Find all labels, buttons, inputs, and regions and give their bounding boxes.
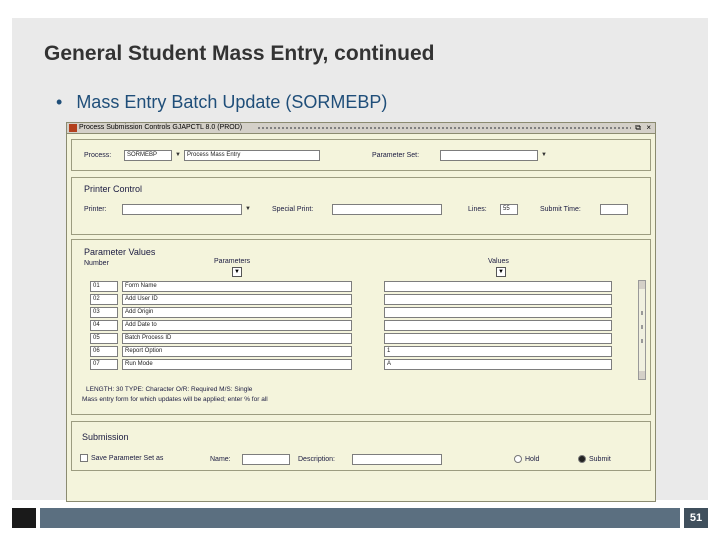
param-name-field[interactable]: Report Option: [122, 346, 352, 357]
param-number-field[interactable]: 02: [90, 294, 118, 305]
param-value-field[interactable]: [384, 281, 612, 292]
submit-time-field[interactable]: [600, 204, 628, 215]
process-name-field[interactable]: Process Mass Entry: [184, 150, 320, 161]
values-column-header: Values: [488, 258, 509, 265]
param-number-field[interactable]: 01: [90, 281, 118, 292]
submit-time-label: Submit Time:: [540, 206, 581, 213]
hold-radio[interactable]: [514, 455, 539, 463]
number-column-header: Number: [84, 260, 109, 267]
bullet-item: [56, 92, 387, 113]
scroll-down-icon[interactable]: [639, 371, 645, 379]
banner-form-window: [66, 122, 656, 502]
param-number-field[interactable]: 05: [90, 333, 118, 344]
param-name-field[interactable]: Add Origin: [122, 307, 352, 318]
scroll-tick: [641, 339, 643, 343]
slide-title: General Student Mass Entry, continued: [44, 42, 435, 65]
special-print-field[interactable]: [332, 204, 442, 215]
parameter-set-field[interactable]: [440, 150, 538, 161]
description-field[interactable]: [352, 454, 442, 465]
param-name-field[interactable]: Add Date to: [122, 320, 352, 331]
submission-block: [71, 421, 651, 471]
checkbox-box-icon: [80, 454, 88, 462]
save-parameter-set-checkbox[interactable]: [80, 454, 163, 462]
scroll-up-icon[interactable]: [639, 281, 645, 289]
key-block: [71, 139, 651, 171]
submission-title: Submission: [82, 432, 129, 442]
printer-label: Printer:: [84, 206, 107, 213]
close-icon[interactable]: ×: [646, 123, 651, 132]
parameter-values-block: [71, 239, 651, 415]
page-number: 51: [684, 508, 708, 528]
titlebar-pattern: [257, 126, 631, 130]
param-value-field[interactable]: [384, 294, 612, 305]
param-name-field[interactable]: Form Name: [122, 281, 352, 292]
footer-bar: [40, 508, 680, 528]
name-label: Name:: [210, 456, 231, 463]
values-lookup-icon[interactable]: ▼: [496, 267, 506, 277]
bullet-text: Mass Entry Batch Update (SORMEBP): [76, 92, 388, 112]
window-title: Process Submission Controls GJAPCTL 8.0 (PROD): [79, 124, 243, 131]
special-print-label: Special Print:: [272, 206, 314, 213]
hold-label: Hold: [525, 455, 540, 463]
param-number-field[interactable]: 03: [90, 307, 118, 318]
description-label: Description:: [298, 456, 335, 463]
scroll-tick: [641, 325, 643, 329]
bullet-dot-icon: •: [56, 92, 63, 112]
footer-dark-block: [12, 508, 36, 528]
parameter-set-dropdown-icon[interactable]: ▼: [541, 152, 547, 158]
param-name-field[interactable]: Add User ID: [122, 294, 352, 305]
parameter-scrollbar[interactable]: [638, 280, 646, 380]
printer-field[interactable]: [122, 204, 242, 215]
printer-control-block: [71, 177, 651, 235]
param-number-field[interactable]: 06: [90, 346, 118, 357]
param-value-field[interactable]: [384, 333, 612, 344]
name-field[interactable]: [242, 454, 290, 465]
param-number-field[interactable]: 07: [90, 359, 118, 370]
param-value-field[interactable]: [384, 307, 612, 318]
lines-field[interactable]: 55: [500, 204, 518, 215]
save-parameter-set-label: Save Parameter Set as: [91, 454, 164, 462]
parameter-values-title: Parameter Values: [84, 247, 156, 257]
radio-on-icon: [578, 455, 586, 463]
process-dropdown-icon[interactable]: ▼: [175, 152, 181, 158]
radio-off-icon: [514, 455, 522, 463]
param-number-field[interactable]: 04: [90, 320, 118, 331]
param-value-field[interactable]: [384, 320, 612, 331]
submit-radio[interactable]: [578, 455, 611, 463]
restore-icon[interactable]: ⧉: [635, 123, 641, 132]
window-system-icon[interactable]: [69, 124, 77, 132]
printer-control-title: Printer Control: [84, 184, 143, 194]
parameter-hint-line2: Mass entry form for which updates will be applied; enter % for all: [82, 396, 268, 403]
param-name-field[interactable]: Run Mode: [122, 359, 352, 370]
printer-dropdown-icon[interactable]: ▼: [245, 206, 251, 212]
parameter-hint-line1: LENGTH: 30 TYPE: Character O/R: Required M/S: Single: [86, 386, 253, 393]
submit-label: Submit: [589, 455, 611, 463]
param-value-field[interactable]: A: [384, 359, 612, 370]
param-value-field[interactable]: 1: [384, 346, 612, 357]
window-titlebar: [67, 123, 655, 134]
param-name-field[interactable]: Batch Process ID: [122, 333, 352, 344]
parameters-column-header: Parameters: [214, 258, 251, 265]
process-label: Process:: [84, 152, 112, 159]
parameters-lookup-icon[interactable]: ▼: [232, 267, 242, 277]
lines-label: Lines:: [468, 206, 487, 213]
scroll-tick: [641, 311, 643, 315]
process-code-field[interactable]: SORMEBP: [124, 150, 172, 161]
parameter-set-label: Parameter Set:: [372, 152, 420, 159]
